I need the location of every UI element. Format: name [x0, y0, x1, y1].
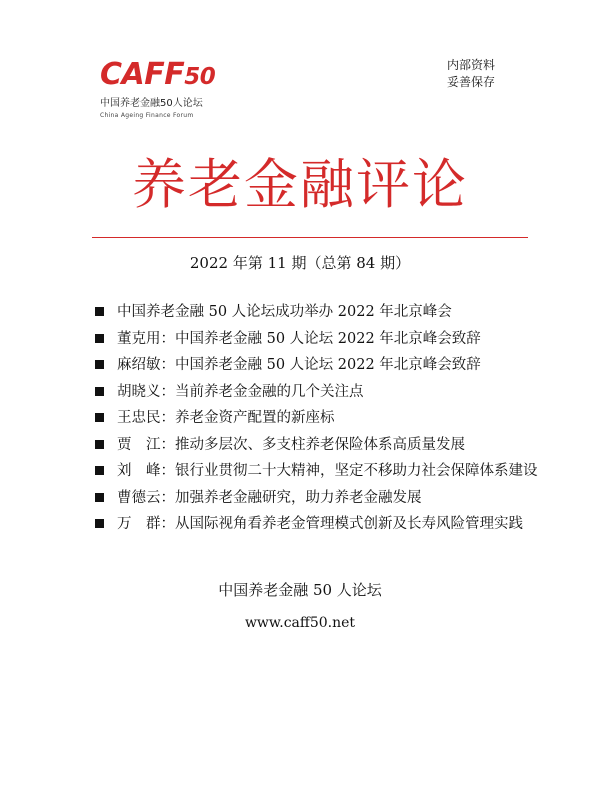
toc-item-text: 贾 江：推动多层次、多支柱养老保险体系高质量发展 [117, 436, 465, 453]
toc-item-text: 曹德云：加强养老金融研究，助力养老金融发展 [117, 489, 422, 506]
footer-website-link[interactable]: www.caff50.net [244, 615, 356, 631]
toc-item-text: 麻绍敏：中国养老金融 50 人论坛 2022 年北京峰会致辞 [117, 357, 481, 373]
title-divider [92, 237, 528, 238]
logo-cn-name: 中国养老金融50人论坛 [100, 98, 203, 109]
toc-item-text: 中国养老金融 50 人论坛成功举办 2022 年北京峰会 [117, 304, 452, 320]
footer-organization: 中国养老金融 50 人论坛 [218, 581, 382, 599]
toc-item [95, 329, 538, 356]
logo-number: 50 [184, 64, 216, 90]
issue-number: 2022 年第 11 期（总第 84 期） [189, 254, 411, 272]
logo [100, 58, 300, 120]
toc-item [95, 302, 538, 329]
square-bullet-icon [95, 307, 104, 316]
toc-item [95, 382, 538, 409]
toc-item-text: 万 群：从国际视角看养老金管理模式创新及长寿风险管理实践 [117, 516, 523, 532]
square-bullet-icon [95, 387, 104, 396]
toc-item-text: 董克用：中国养老金融 50 人论坛 2022 年北京峰会致辞 [117, 330, 481, 347]
page-title: 养老金融评论 [132, 153, 468, 216]
internal-note-line2: 妥善保存 [447, 75, 496, 89]
toc-item-text: 王忠民：养老金资产配置的新座标 [117, 410, 335, 426]
square-bullet-icon [95, 360, 104, 369]
toc-item [95, 435, 538, 462]
square-bullet-icon [95, 413, 104, 422]
toc-item [95, 408, 538, 435]
internal-note [447, 57, 495, 91]
square-bullet-icon [95, 493, 104, 502]
logo-mark [100, 58, 300, 94]
square-bullet-icon [95, 440, 104, 449]
internal-note-line1: 内部资料 [447, 58, 496, 72]
toc-item [95, 514, 538, 541]
toc-item [95, 355, 538, 382]
toc-item [95, 461, 538, 488]
toc-item-text: 刘 峰：银行业贯彻二十大精神，坚定不移助力社会保障体系建设 [117, 463, 538, 479]
logo-en-name: China Ageing Finance Forum [100, 112, 194, 119]
square-bullet-icon [95, 466, 104, 475]
toc-item-text: 胡晓义：当前养老金金融的几个关注点 [117, 383, 364, 400]
square-bullet-icon [95, 519, 104, 528]
logo-caff-text: CAFF [100, 57, 185, 92]
toc-item [95, 488, 538, 515]
square-bullet-icon [95, 334, 104, 343]
table-of-contents [95, 302, 538, 541]
